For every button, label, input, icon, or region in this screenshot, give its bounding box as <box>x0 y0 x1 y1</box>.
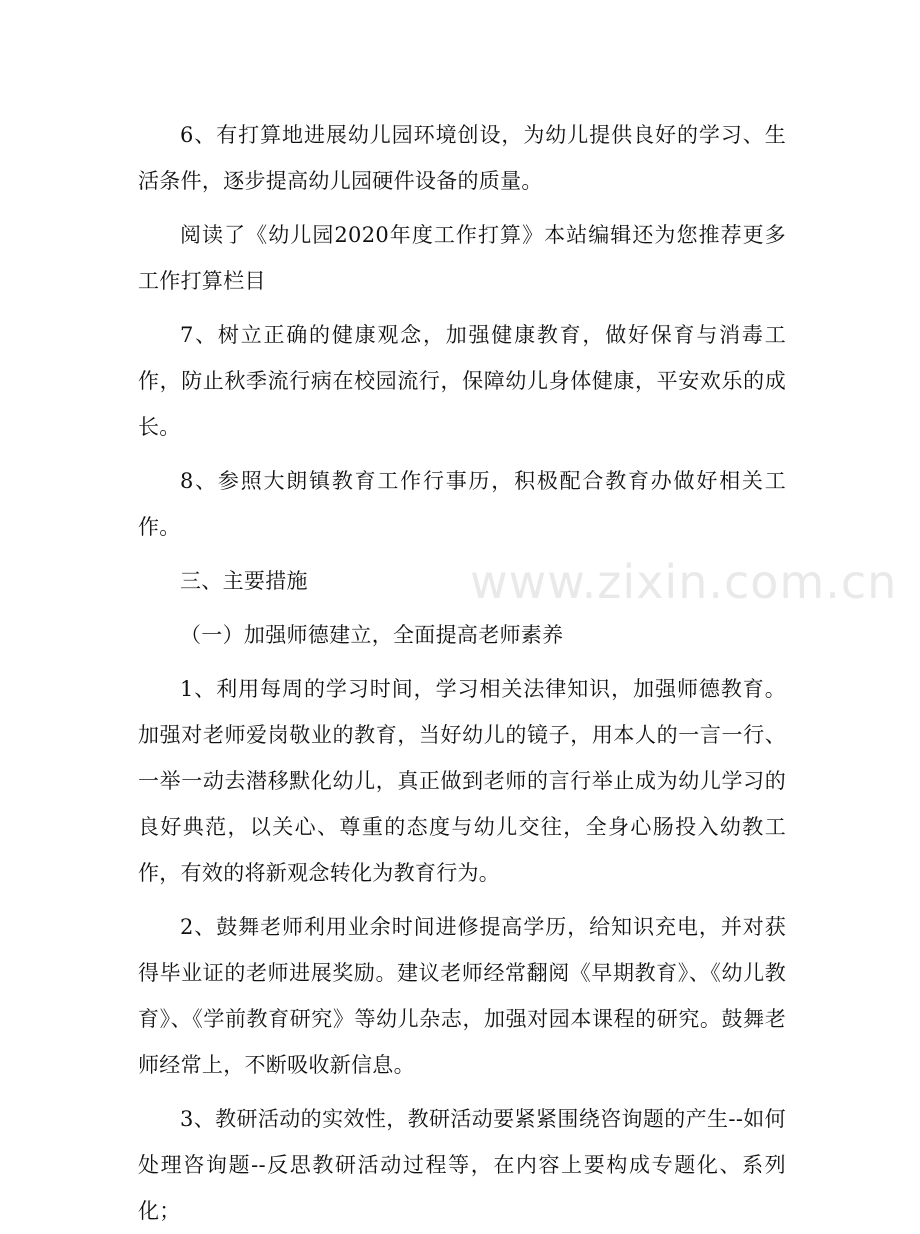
paragraph-item-7: 7、树立正确的健康观念，加强健康教育，做好保育与消毒工作，防止秋季流行病在校园流行，保障幼儿身体健康，平安欢乐的成长。 <box>138 323 786 439</box>
recommendation-note: 阅读了《幼儿园2020年度工作打算》本站编辑还为您推荐更多工作打算栏目 <box>138 223 786 293</box>
paragraph-measure-3: 3、教研活动的实效性，教研活动要紧紧围绕咨询题的产生--如何处理咨询题--反思教研活动过程等，在内容上要构成专题化、系列化； <box>138 1107 786 1223</box>
paragraph-item-6: 6、有打算地进展幼儿园环境创设，为幼儿提供良好的学习、生活条件，逐步提高幼儿园硬件设备的质量。 <box>138 123 786 193</box>
paragraph-measure-2: 2、鼓舞老师利用业余时间进修提高学历，给知识充电，并对获得毕业证的老师进展奖励。建议老师经常翻阅《早期教育》、《幼儿教育》、《学前教育研究》等幼儿杂志，加强对园本课程的研究。鼓舞老师经常上，不断吸收新信息。 <box>138 915 786 1077</box>
subsection-heading-teacher-ethics: （一）加强师德建立，全面提高老师素养 <box>180 623 564 647</box>
watermark: www.zixin.com.cn <box>470 555 898 609</box>
paragraph-item-8: 8、参照大朗镇教育工作行事历，积极配合教育办做好相关工作。 <box>138 469 786 539</box>
section-heading-main-measures: 三、主要措施 <box>180 569 308 593</box>
document-body <box>138 112 786 1234</box>
paragraph-measure-1: 1、利用每周的学习时间，学习相关法律知识，加强师德教育。加强对老师爱岗敬业的教育，当好幼儿的镜子，用本人的一言一行、一举一动去潜移默化幼儿，真正做到老师的言行举止成为幼儿学习的良好典范，以关心、尊重的态度与幼儿交往，全身心肠投入幼教工作，有效的将新观念转化为教育行为。 <box>138 677 786 885</box>
